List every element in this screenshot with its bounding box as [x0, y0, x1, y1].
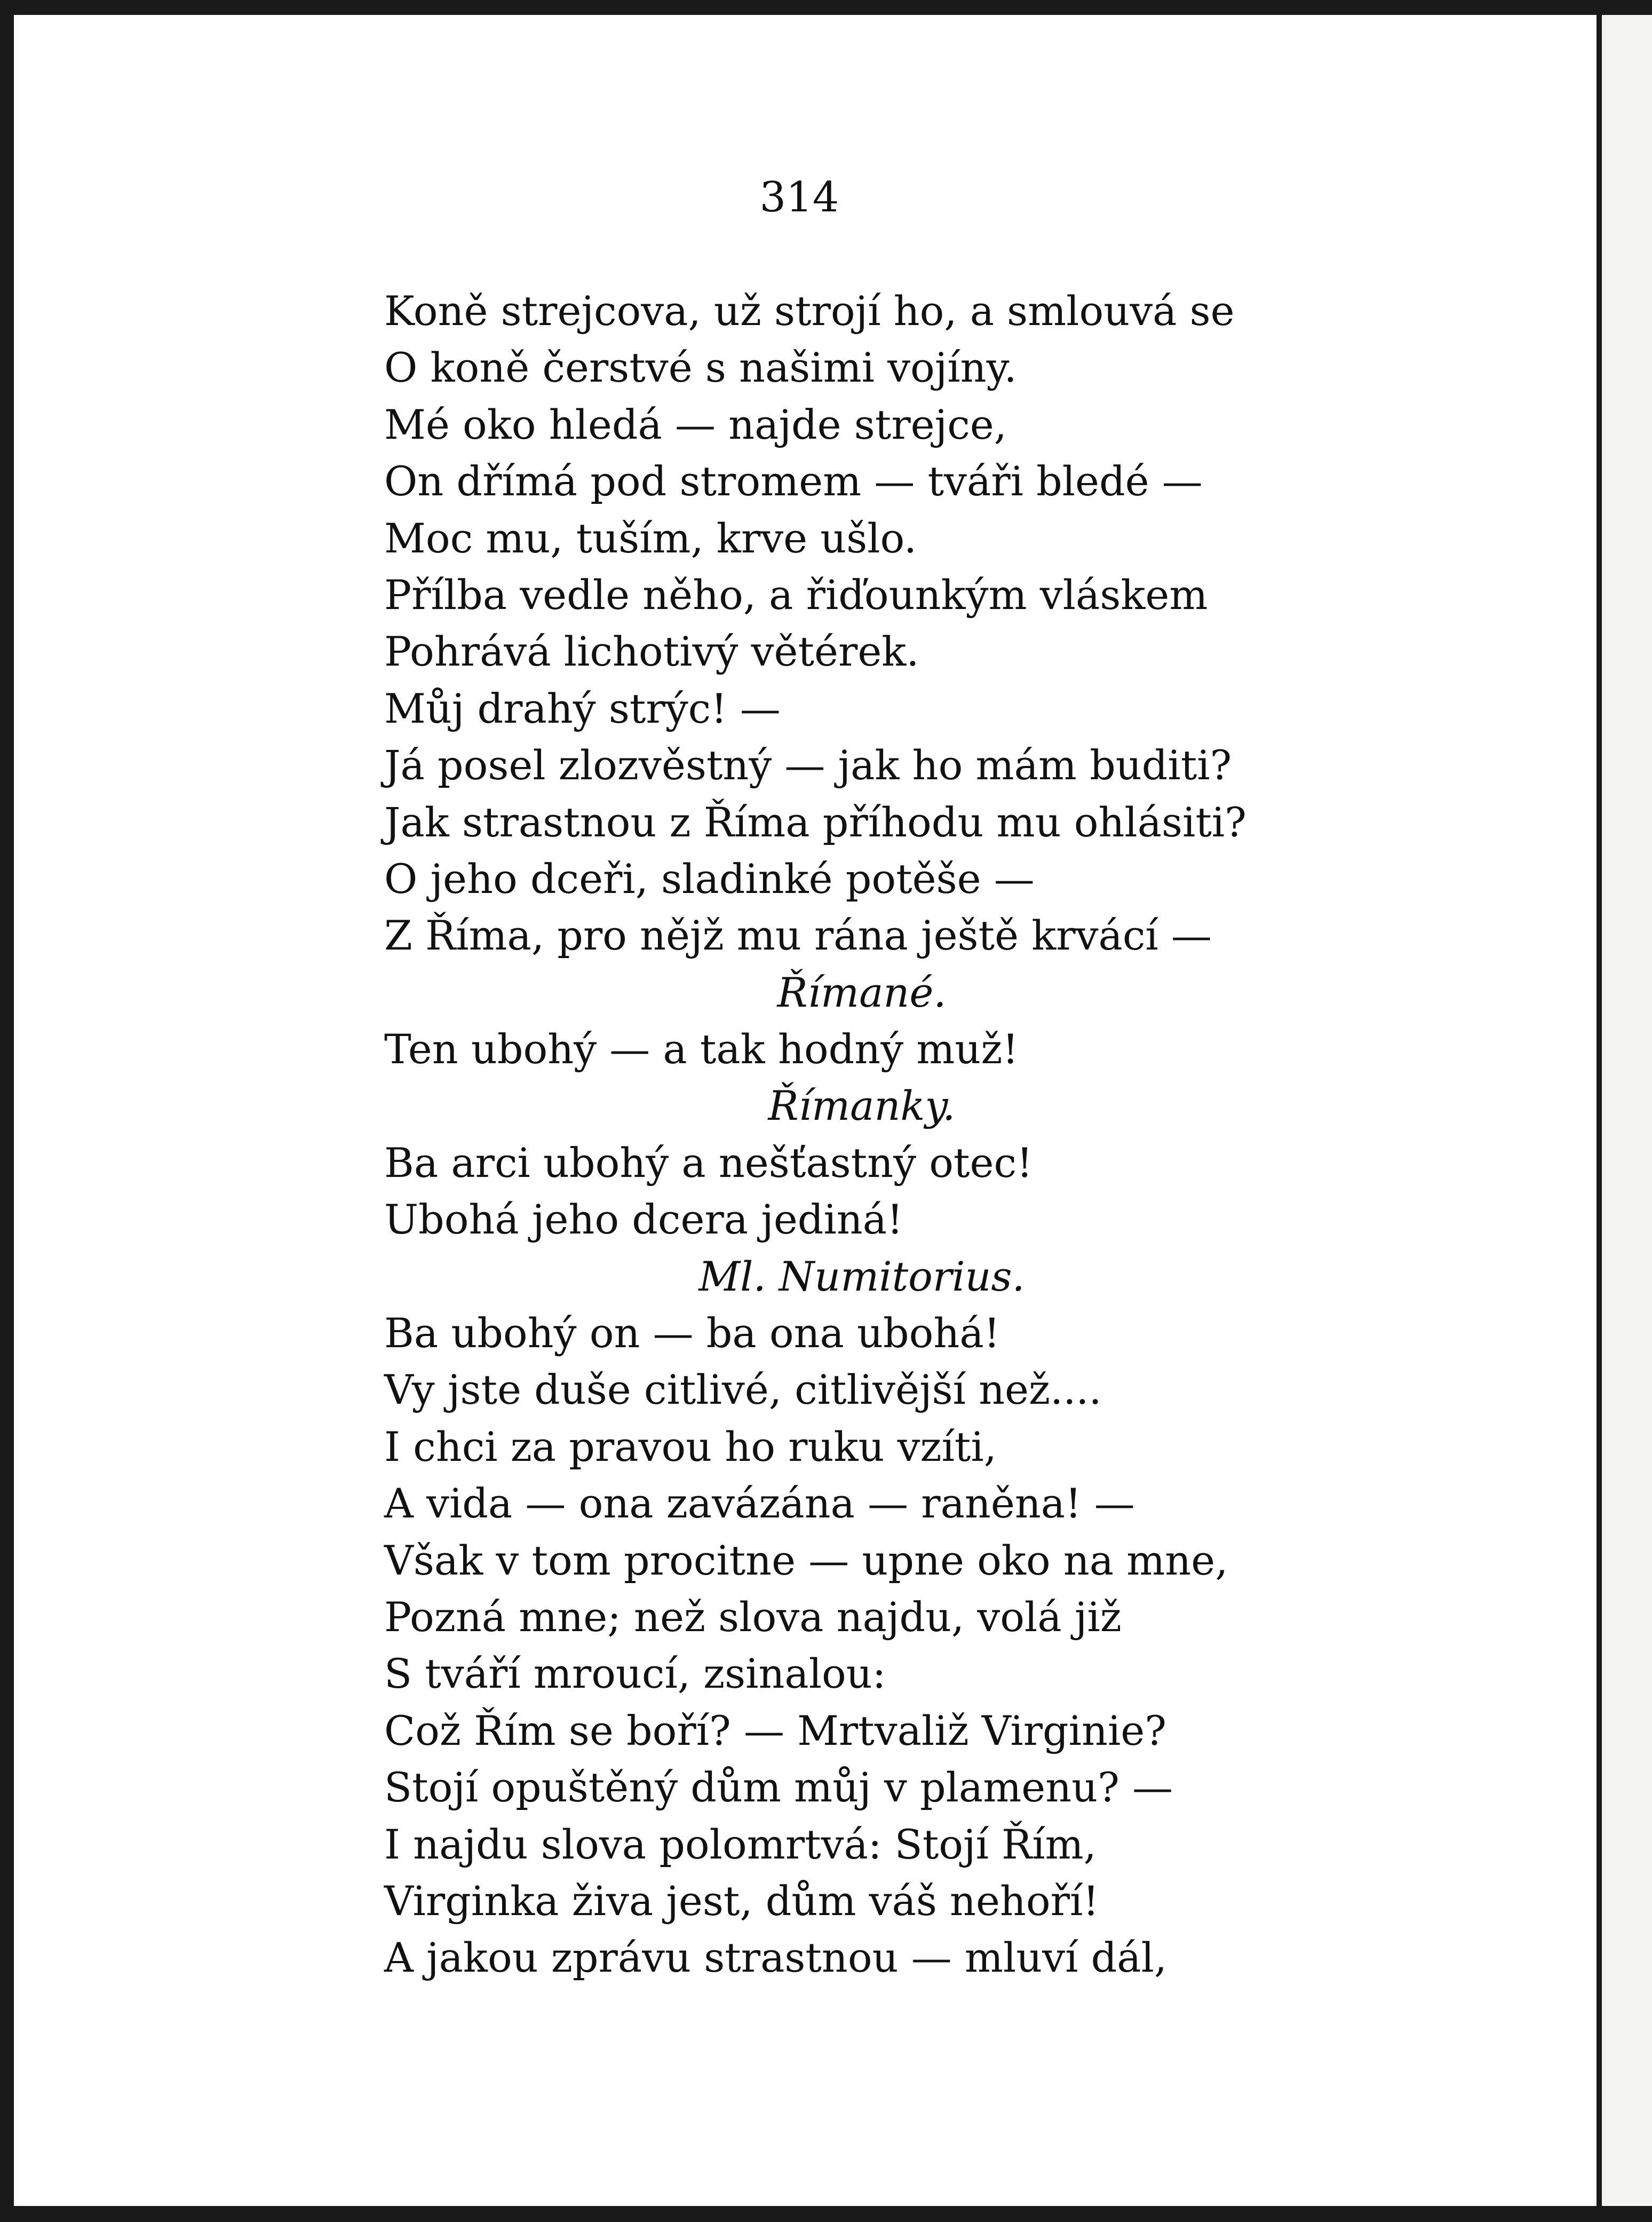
verse-line: Ba ubohý on — ba ona ubohá!	[384, 1309, 1000, 1357]
speaker-heading-rimane: Římané.	[777, 968, 947, 1016]
verse-line: S tváří mroucí, zsinalou:	[384, 1650, 886, 1698]
verse-line: O koně čerstvé s našimi vojíny.	[384, 344, 1017, 392]
verse-line: Ubohá jeho dcera jediná!	[384, 1196, 903, 1244]
adjacent-page-strip	[1602, 0, 1652, 2222]
verse-line: Ten ubohý — a tak hodný muž!	[384, 1025, 1019, 1073]
verse-line: Mé oko hledá — najde strejce,	[384, 400, 1007, 448]
poem-text	[384, 283, 1451, 1987]
verse-line: Virginka živa jest, dům váš nehoří!	[384, 1877, 1099, 1925]
speaker-heading-numitorius: Ml. Numitorius.	[698, 1252, 1025, 1300]
verse-line: Což Řím se boří? — Mrtvaliž Virginie?	[384, 1706, 1166, 1754]
verse-line: Přílba vedle něho, a řiďounkým vláskem	[384, 571, 1208, 619]
page-gutter-line	[1597, 0, 1602, 2222]
verse-line: Však v tom procitne — upne oko na mne,	[384, 1536, 1228, 1584]
verse-line: A vida — ona zavázána — raněna! —	[384, 1480, 1135, 1528]
verse-line: Já posel zlozvěstný — jak ho mám buditi?	[384, 741, 1232, 789]
verse-line: Z Říma, pro nějž mu rána ještě krvácí —	[384, 912, 1212, 960]
verse-line: Ba arci ubohý a nešťastný otec!	[384, 1138, 1033, 1187]
verse-line: Moc mu, tuším, krve ušlo.	[384, 514, 917, 562]
verse-line: I chci za pravou ho ruku vzíti,	[384, 1422, 997, 1470]
verse-line: Pozná mne; než slova najdu, volá již	[384, 1593, 1122, 1641]
verse-line: Stojí opuštěný dům můj v plamenu? —	[384, 1764, 1173, 1812]
verse-line: Vy jste duše citlivé, citlivější než....	[384, 1366, 1102, 1414]
page-number	[0, 171, 1652, 224]
verse-line: I najdu slova polomrtvá: Stojí Řím,	[384, 1820, 1097, 1868]
verse-line: Pohrává lichotivý větérek.	[384, 628, 919, 676]
speaker-heading-rimanky: Římanky.	[768, 1082, 956, 1130]
verse-line: A jakou zprávu strastnou — mluví dál,	[384, 1934, 1167, 1982]
verse-line: Můj drahý strýc! —	[384, 684, 781, 732]
verse-line: O jeho dceři, sladinké potěše —	[384, 855, 1035, 903]
verse-line: On dřímá pod stromem — tváři bledé —	[384, 457, 1203, 505]
verse-line: Jak strastnou z Říma příhodu mu ohlásiti?	[384, 798, 1246, 846]
page-number-text: 314	[759, 173, 839, 222]
verse-line: Koně strejcova, už strojí ho, a smlouvá se	[384, 287, 1235, 335]
